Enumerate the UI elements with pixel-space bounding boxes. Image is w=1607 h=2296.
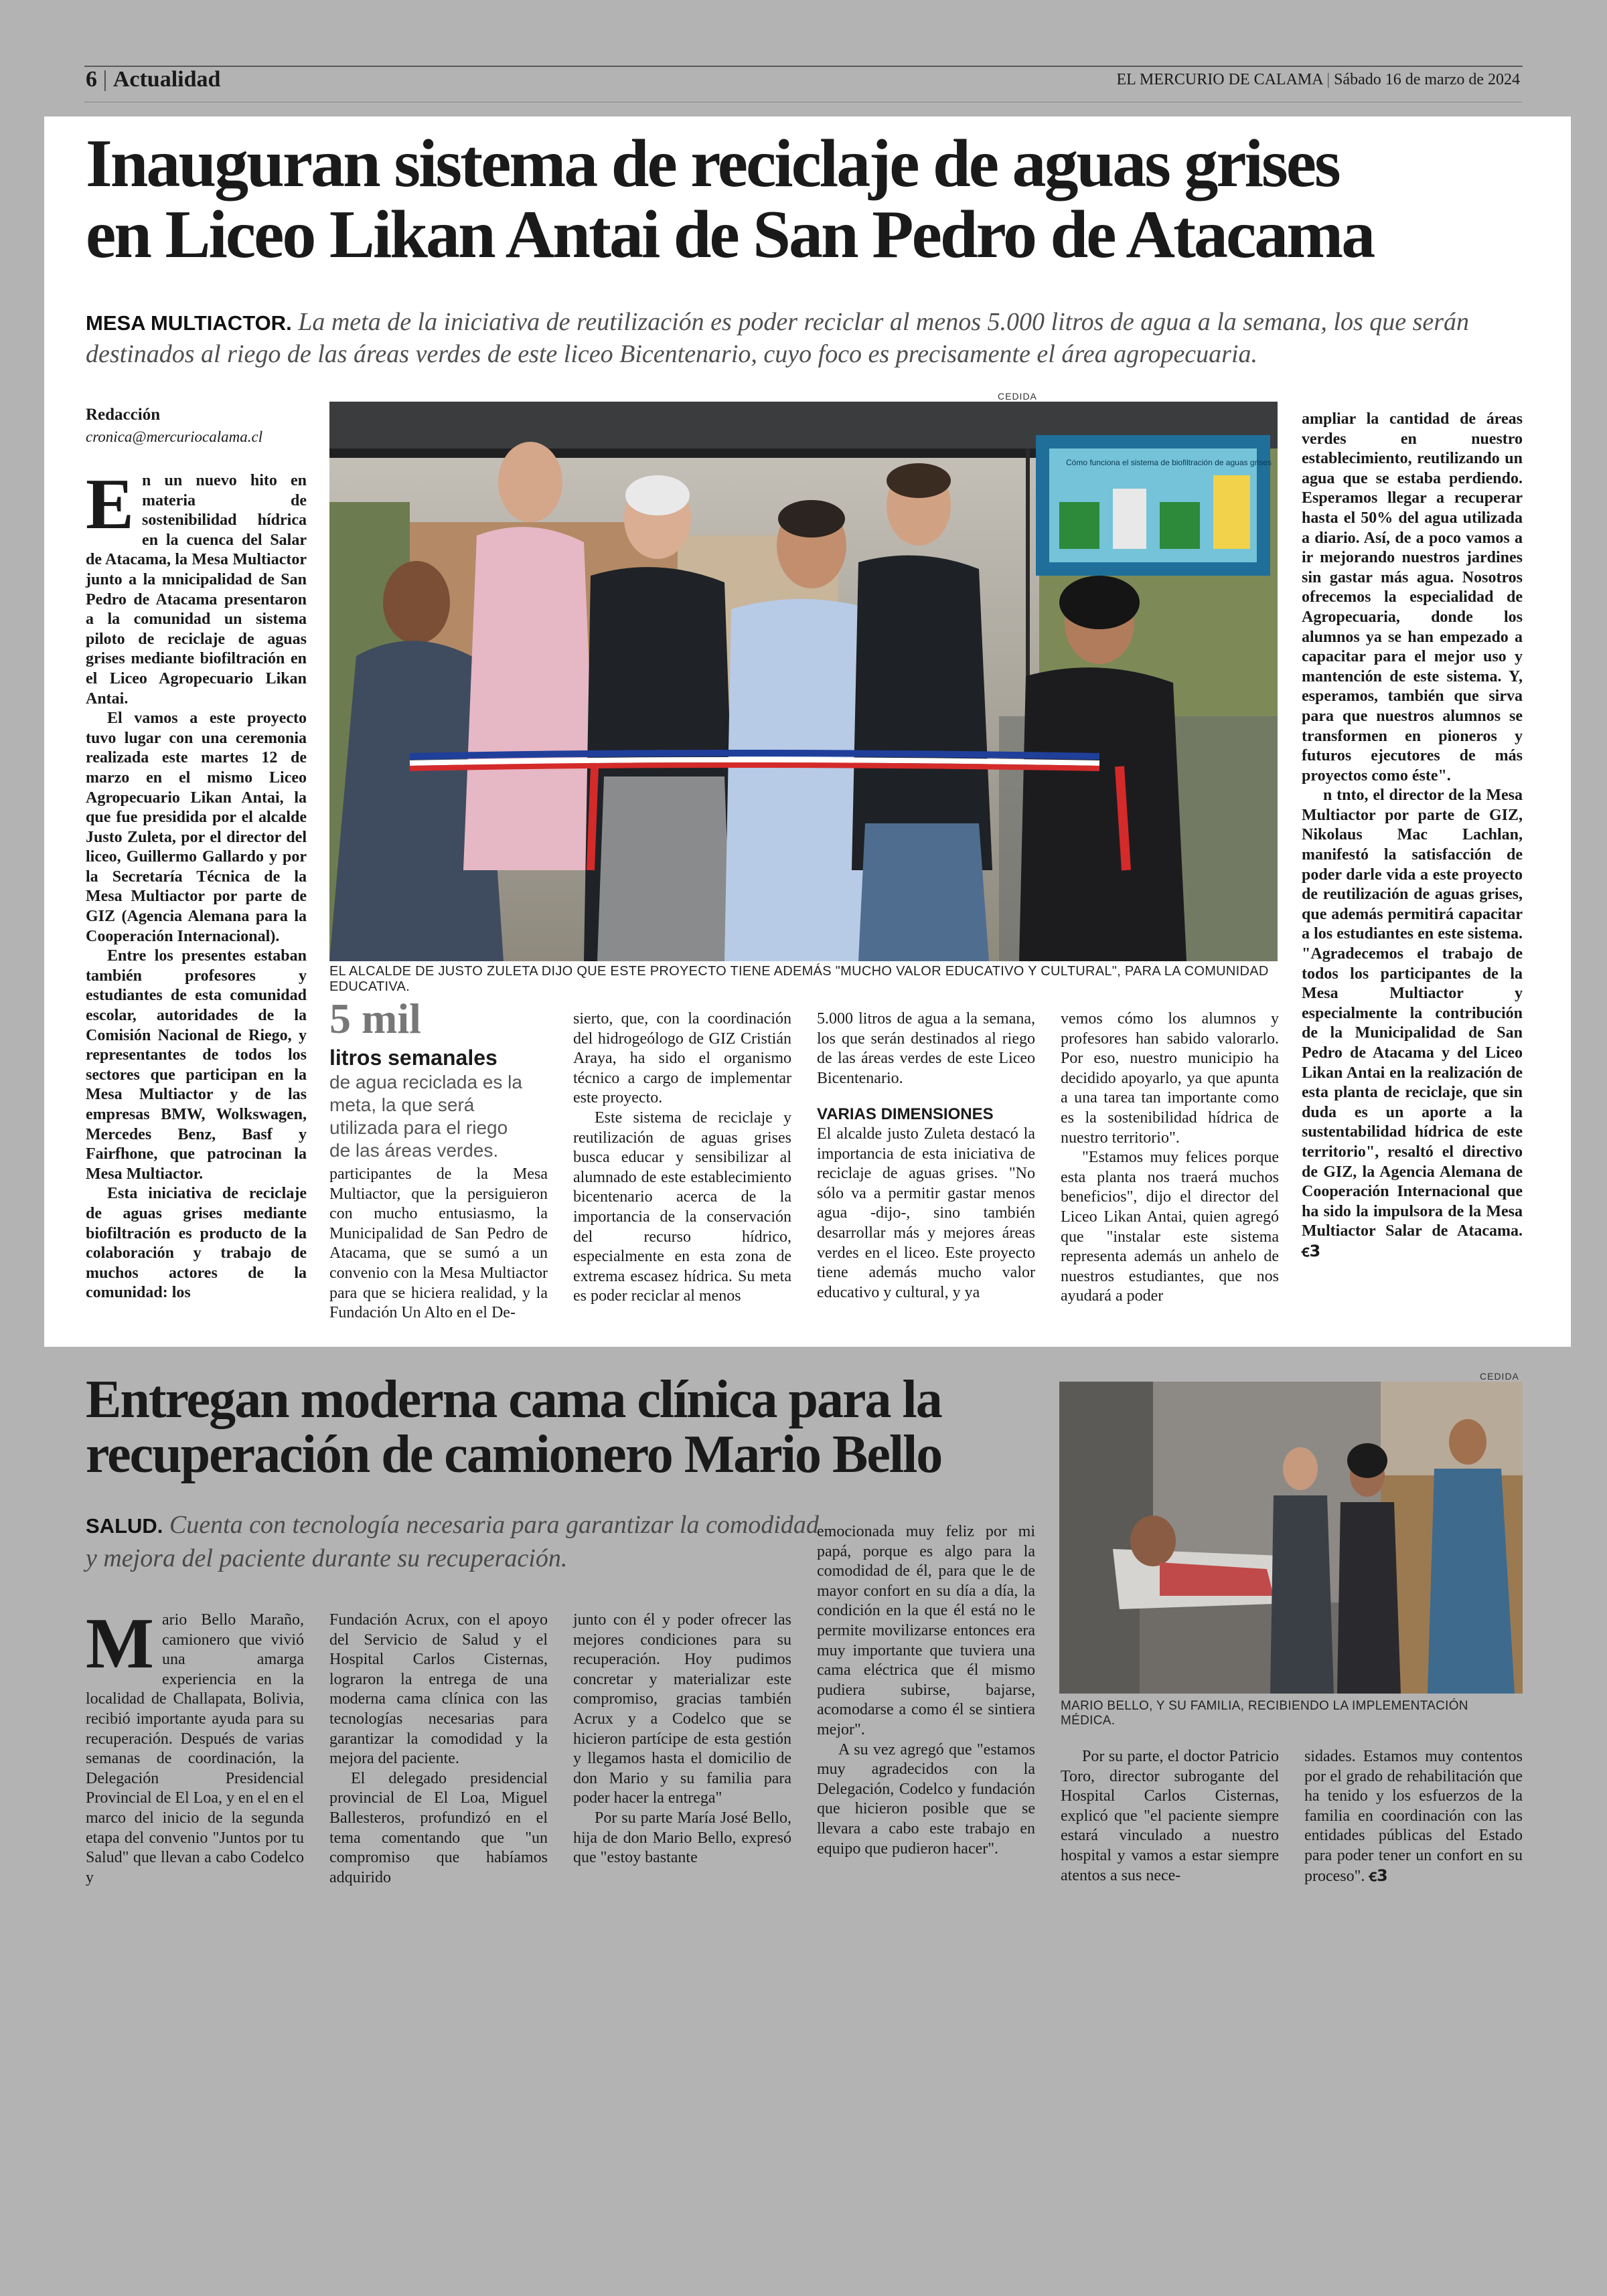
article1-paragraph: Este sistema de reciclaje y reutilización de aguas grises busca educar y sensibilizar al alumnado de este establecimiento bicentenario acerca de la importancia de la conservación del recurso hídrico, especialmente en esta zona de extrema escasez hídrica. Su meta es poder reciclar al menos — [573, 1109, 791, 1305]
article1-paragraph: "Estamos muy felices porque esta planta nos traerá muchos beneficios", dijo el director del Liceo Likan Antai, quien agregó que "instalar este sistema representa además un anhelo de nuestros estudiantes, que nos ayudará a poder — [1061, 1149, 1279, 1305]
photo-caption: EL ALCALDE DE JUSTO ZULETA DIJO QUE ESTE PROYECTO TIENE ADEMÁS "MUCHO VALOR EDUCATIVO Y CULTURAL", PARA LA COMUNIDAD EDUCATIVA. — [329, 964, 1269, 994]
issue-date: Sábado 16 de marzo de 2024 — [1334, 71, 1520, 88]
hospital-bed-photo-illustration — [1059, 1382, 1523, 1694]
article1-headline-line2: en Liceo Likan Antai de San Pedro de Atacama — [86, 197, 1374, 272]
article1-paragraph: 5.000 litros de agua a la semana, los que serán destinados al riego de las áreas verdes de este Liceo Bicentenario. — [817, 1010, 1035, 1087]
masthead: EL MERCURIO DE CALAMA | Sábado 16 de marzo de 2024 — [1116, 71, 1520, 88]
article1-deck — [86, 307, 1525, 370]
stat-label: litros semanales — [329, 1046, 498, 1070]
end-mark-icon: ꞓ3 — [1369, 1866, 1388, 1885]
article1-paragraph: participantes de la Mesa Multiactor, que la persiguieron con mucho entusiasmo, la Municipalidad de San Pedro de Atacama, que se sumó a un convenio con la Mesa Multiactor para que se hiciera realidad, y la Fundación Un Alto en el De- — [329, 1165, 548, 1322]
publication-name: EL MERCURIO DE CALAMA — [1116, 71, 1323, 88]
article2-paragraph: junto con él y poder ofrecer las mejores condiciones para su recuperación. Hoy pudimos concretar y materializar este compromiso, gracias también Acrux y a Codelco que se hicieron partícipe de esta gestión y llegamos hasta el domicilio de don Mario y su familia para poder hacer la entrega" — [573, 1611, 791, 1807]
article1-paragraph: Esta iniciativa de reciclaje de aguas grises mediante biofiltración es producto de la colaboración y trabajo de muchos actores de la comunidad: los — [86, 1185, 307, 1302]
article2-paragraph: Fundación Acrux, con el apoyo del Servicio de Salud y el Hospital Carlos Cisternas, lograron la entrega de una moderna cama clínica con las tecnologías necesarias para garantizar la comodidad y la mejora del paciente. — [329, 1611, 548, 1768]
article1-paragraph: Entre los presentes estaban también profesores y estudiantes de esta comunidad escolar, autoridades de la Comisión Nacional de Riego, y representantes de todos los sectores que participan en la Mesa Multiactor y de las empresas BMW, Wolkswagen, Mercedes Benz, Basf y Fairfhone, que patrocinan la Mesa Multiactor. — [86, 947, 307, 1183]
article2-column-5 — [1061, 1747, 1279, 1886]
article1-headline — [86, 126, 1545, 272]
end-mark-icon: ꞓ3 — [1302, 1241, 1321, 1260]
section-name: Actualidad — [112, 67, 221, 92]
ceremony-photo — [329, 402, 1278, 961]
article1-paragraph: vemos cómo los alumnos y profesores han sabido valorarlo. Por eso, nuestro municipio ha decidido apoyarlo, ya que apunta a una tarea tan importante como es la sostenibilidad hídrica de nuestro territorio". — [1061, 1010, 1279, 1147]
article2-paragraph: Por su parte, el doctor Patricio Toro, director subrogante del Hospital Carlos Cisternas, explicó que "el paciente siempre estará vinculado a nuestro hospital y vamos a estar siempre atentos a sus nece- — [1061, 1748, 1279, 1884]
article1-column-1 — [86, 465, 307, 1303]
hospital-bed-photo — [1059, 1382, 1523, 1694]
article1-column-4 — [817, 1009, 1035, 1303]
article2-column-3 — [573, 1611, 791, 1868]
ceremony-photo-illustration — [329, 402, 1278, 961]
article2-deck-text: Cuenta con tecnología necesaria para garantizar la comodidad y mejora del paciente durante su recuperación. — [86, 1511, 819, 1572]
stat-text: de agua reciclada es la meta, la que será utilizada para el riego de las áreas verdes. — [329, 1072, 522, 1161]
byline: Redacción — [86, 406, 161, 424]
article2-paragraph: emocionada muy feliz por mi papá, porque es algo para la comodidad de él, para que le de mayor confort en su día a día, la condición en la que él está no le permite movilizarse entonces era muy importante que tuviera una cama eléctrica que él mismo pudiera subirse, bajarse, acomodarse a como él se sintiera mejor". — [817, 1523, 1035, 1738]
page-number: 6 — [86, 67, 97, 92]
article1-paragraph — [1302, 786, 1523, 1262]
article2-deck — [86, 1509, 822, 1574]
article2-column-1 — [86, 1604, 304, 1888]
article1-deck-text: La meta de la iniciativa de reutilización es poder reciclar al menos 5.000 litros de agua a la semana, los que serán destinados al riego de las áreas verdes de este liceo Bicentenario, cuyo foco es precisamente el área agropecuaria. — [86, 308, 1470, 368]
article2-paragraph: ario Bello Maraño, camionero que vivió una amarga experiencia en la localidad de Challapata, Bolivia, recibió importante ayuda para su recuperación. Después de varias semanas de coordinación, la Delegación Presidencial Provincial de El Loa, y en el en el marco del inicio de la segunda etapa del convenio "Juntos por tu Salud" que llevan a cabo Codelco y — [86, 1611, 304, 1886]
stat-number: 5 mil — [329, 995, 421, 1042]
article1-column-5 — [1061, 1009, 1279, 1307]
article1-column-6 — [1302, 410, 1523, 1262]
article1-column-2 — [329, 1165, 548, 1323]
photo-credit: CEDIDA — [998, 391, 1037, 402]
article1-paragraph: sierto, que, con la coordinación del hidrogeólogo de GIZ Cristián Araya, ha sido el organismo técnico a cargo de implementar este proyecto. — [573, 1010, 791, 1107]
author-email: cronica@mercuriocalama.cl — [86, 428, 263, 445]
article1-paragraph: El alcalde justo Zuleta destacó la importancia de esta iniciativa de reciclaje de aguas grises. "No sólo va a permitir gastar menos agua -dijo-, sino también desarrollar más y mejores áreas verdes en el liceo. Este proyecto tiene además mucho valor educativo y cultural, y ya — [817, 1125, 1035, 1301]
photo2-caption: MARIO BELLO, Y SU FAMILIA, RECIBIENDO LA IMPLEMENTACIÓN MÉDICA. — [1061, 1699, 1468, 1728]
article2-kicker: SALUD. — [86, 1514, 163, 1538]
article2-paragraph: A su vez agregó que "estamos muy agradecidos con la Delegación, Codelco y fundación que hicieron posible que se llevara a cabo este trabajo en equipo que pudieron hacer". — [817, 1740, 1035, 1858]
article1-kicker: MESA MULTIACTOR. — [86, 311, 292, 335]
article2-paragraph: sidades. Estamos muy contentos por el grado de rehabilitación que ha tenido y los esfuerzos de la familia en coordinación con las entidades públicas del Estado para poder tener un confort en su proceso". — [1304, 1748, 1523, 1885]
dropcap: M — [86, 1604, 154, 1684]
photo2-credit: CEDIDA — [1480, 1371, 1519, 1382]
article2-headline-line2: recuperación de camionero Mario Bello — [86, 1425, 942, 1484]
article1-headline-line1: Inauguran sistema de reciclaje de aguas grises — [86, 126, 1339, 201]
article1-paragraph: n un nuevo hito en materia de sostenibilidad hídrica en la cuenca del Salar de Atacama, la Mesa Multiactor junto a la mnicipalidad de San Pedro de Atacama presentaron a la comunidad un sistema piloto de reciclaje de aguas grises mediante biofiltración en el Liceo Agropecuario Likan Antai. — [86, 472, 307, 708]
page-folio: 6 | Actualidad — [86, 67, 221, 92]
dropcap: E — [86, 465, 135, 544]
article2-column-2 — [329, 1611, 548, 1888]
ceremony-ribbon — [410, 753, 1099, 756]
article1-paragraph: El vamos a este proyecto tuvo lugar con una ceremonia realizada este martes 12 de marzo en el mismo Liceo Agropecuario Likan Antai, la que fue presidida por el alcalde Justo Zuleta, por el director del liceo, Guillermo Gallardo y por la Secretaría Técnica de la Mesa Multiactor por parte de GIZ (Agencia Alemana para la Cooperación Internacional). — [86, 710, 307, 945]
article1-paragraph-text: n tnto, el director de la Mesa Multiactor por parte de GIZ, Nikolaus Mac Lachlan, manifestó la satisfacción de poder darle vida a este proyecto de reutilización de aguas grises, que además permitirá capacitar a los estudiantes en este sistema. "Agradecemos el trabajo de todos los participantes de la Mesa Multiactor y especialmente la contribución de la Municipalidad de San Pedro de Atacama y del Liceo Likan Antai en la realización de esta planta de reciclaje, que sin duda es un aporte a la sustentabilidad hídrica de este territorio", resaltó el directivo de GIZ, la Agencia Alemana de Cooperación Internacional que ha sido la impulsora de la Mesa Multiactor Salar de Atacama. — [1302, 787, 1523, 1240]
header-top-rule — [84, 66, 1523, 67]
article1-column-3 — [573, 1009, 791, 1307]
poster-text: Cómo funciona el sistema de biofiltración de aguas grises — [1066, 458, 1272, 467]
article1-paragraph: ampliar la cantidad de áreas verdes en nuestro establecimiento, reutilizando un agua que se estaba perdiendo. Esperamos llegar a recuperar hasta el 50% del agua utilizada a diario. Así, de a poco vamos a ir mejorando nuestros jardines sin gastar más agua. Nosotros ofrecemos la especialidad de Agropecuaria, donde los alumnos ya se han empezado a capacitar para el mejor uso y mantención de este sistema. Y, esperamos, también que sirva para que nuestros alumnos se transformen en pioneros y futuros ejecutores de más proyectos como éste". — [1302, 410, 1523, 785]
article2-paragraph: Por su parte María José Bello, hija de don Mario Bello, expresó que "estoy bastante — [573, 1809, 791, 1867]
article1-subhead: VARIAS DIMENSIONES — [817, 1105, 994, 1124]
article2-paragraph: El delegado presidencial provincial de El Loa, Miguel Ballesteros, profundizó en el tema comentando que "un compromiso que habíamos adquirido — [329, 1769, 548, 1886]
article2-column-6 — [1304, 1747, 1523, 1886]
article2-headline — [86, 1372, 1063, 1482]
article2-headline-line1: Entregan moderna cama clínica para la — [86, 1370, 941, 1429]
article2-column-4 — [817, 1522, 1035, 1859]
